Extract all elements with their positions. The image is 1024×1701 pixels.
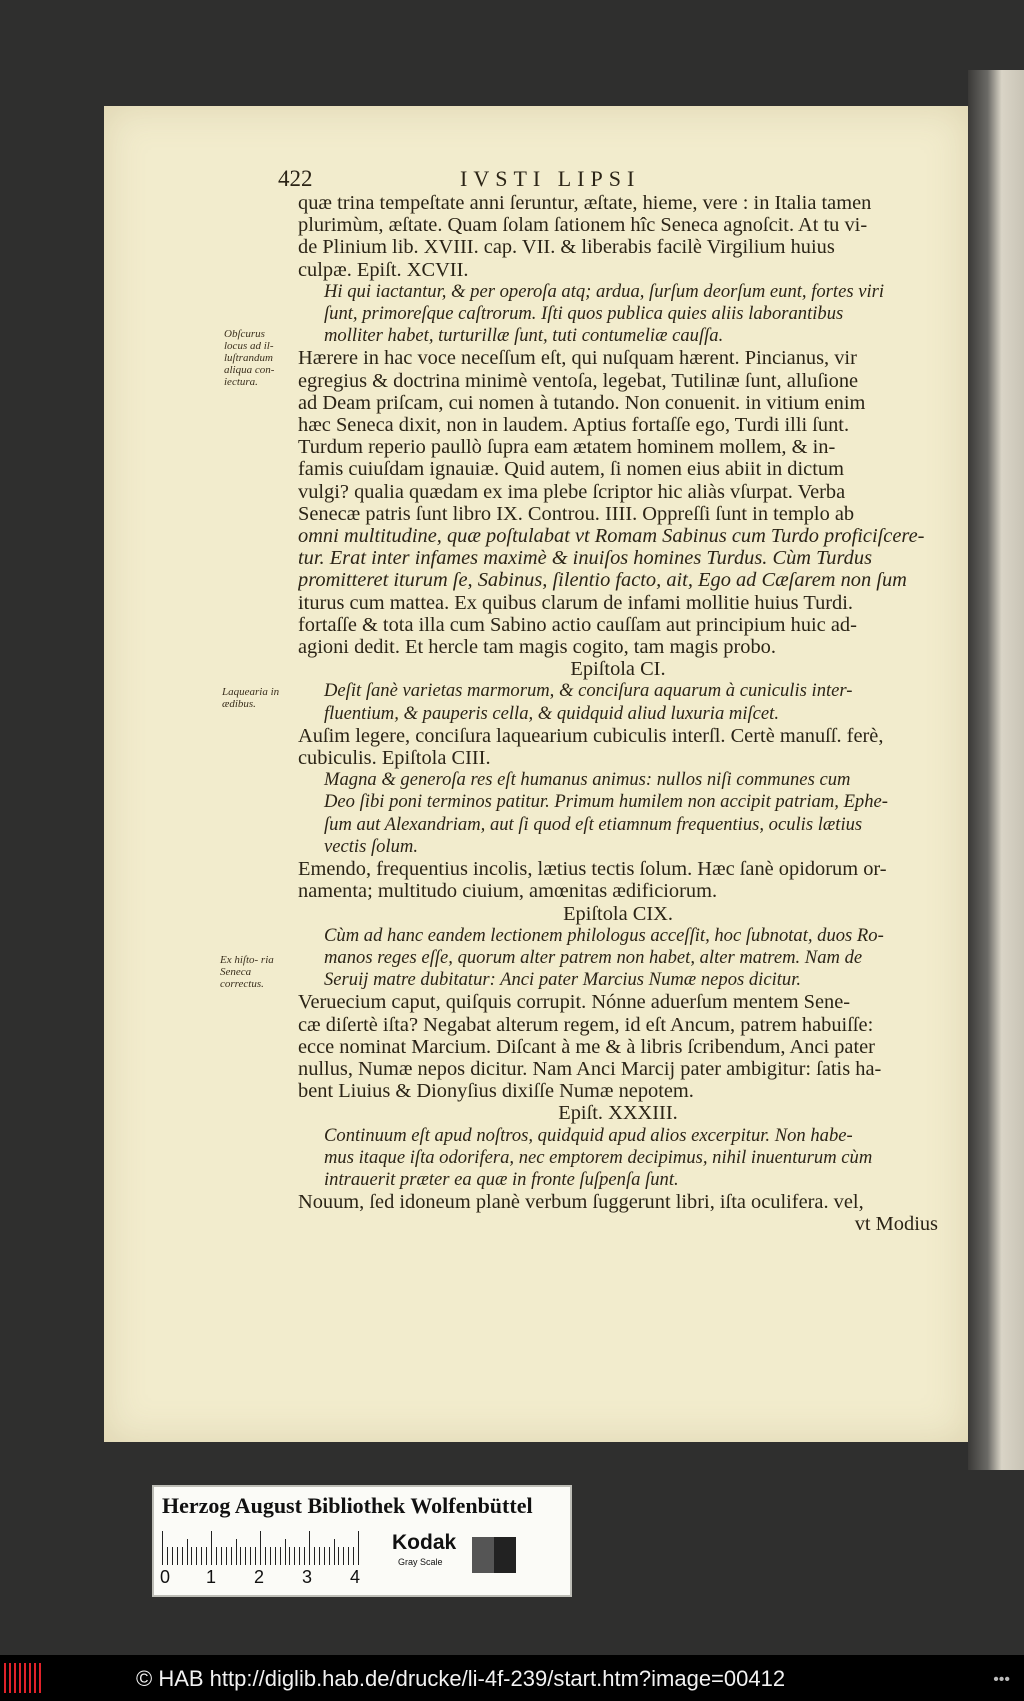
text-line: hæc Seneca dixit, non in laudem. Aptius fortaſſe ego, Turdi illi ſunt. [298, 414, 850, 437]
ruler-tick [211, 1531, 212, 1565]
ruler-tick [275, 1547, 276, 1565]
ruler-tick [182, 1547, 183, 1565]
ruler-tick [353, 1547, 354, 1565]
ruler-tick [348, 1547, 349, 1565]
text-line: Cùm ad hanc eandem lectionem philologus acceſſit, hoc ſubnotat, duos Ro- [324, 924, 884, 946]
text-line: cubiculis. Epiſtola CIII. [298, 747, 491, 770]
text-line: plurimùm, æſtate. Quam ſolam ſationem hîc Seneca agnoſcit. At tu vi- [298, 214, 868, 237]
ruler-tick [250, 1547, 251, 1565]
text-line: omni multitudine, quæ poſtulabat vt Romam Sabinus cum Turdo proficiſcere- [298, 525, 925, 548]
ruler-label: 4 [350, 1567, 361, 1587]
text-line: fluentium, & pauperis cella, & quidquid aliud luxuria miſcet. [324, 702, 779, 724]
text-line: Epiſtola CIX. [563, 902, 673, 925]
ruler-tick [280, 1547, 281, 1565]
text-line: Magna & generoſa res eſt humanus animus: nullos niſi communes cum [324, 769, 851, 791]
text-line: agioni dedit. Et hercle tam magis cogito, tam magis probo. [298, 636, 776, 659]
black-swatch [494, 1537, 516, 1573]
ruler-tick [304, 1547, 305, 1565]
ruler-tick [334, 1539, 335, 1565]
ruler-tick [255, 1547, 256, 1565]
body-text [298, 192, 938, 1236]
footer-url[interactable]: © HAB http://diglib.hab.de/drucke/li-4f-239/start.htm?image=00412 [136, 1666, 786, 1691]
ruler-tick [196, 1547, 197, 1565]
ruler-tick [260, 1531, 261, 1565]
ruler-tick [285, 1539, 286, 1565]
text-line: de Plinium lib. XVIII. cap. VII. & liberabis facilè Virgilium huius [298, 236, 835, 259]
text-line: namenta; multitudo ciuium, amœnitas ædificiorum. [298, 880, 718, 903]
text-line: famis cuiuſdam ignauiæ. Quid autem, ſi nomen eius abiit in dictum [298, 458, 844, 481]
page-number: 422 [278, 166, 313, 191]
hab-logo-icon[interactable] [4, 1663, 44, 1693]
text-line: Emendo, frequentius incolis, lætius tectis ſolum. Hæc ſanè opidorum or- [298, 858, 887, 881]
text-line: Senecæ patris ſunt libro IX. Controu. IIII. Oppreſſi ſunt in templo ab [298, 502, 855, 525]
text-line: vt Modius [854, 1213, 938, 1236]
text-line: Deo ſibi poni terminos patitur. Primum humilem non accipit patriam, Ephe- [324, 791, 888, 813]
ruler-label: 2 [254, 1567, 265, 1587]
ruler-tick [172, 1547, 173, 1565]
ruler-label: 1 [206, 1567, 217, 1587]
text-line: promitteret iturum ſe, Sabinus, ſilentio facto, ait, Ego ad Cæſarem non ſum [298, 569, 907, 592]
text-line: vectis ſolum. [324, 835, 418, 857]
text-line: nullus, Numæ nepos dicitur. Nam Anci Marcij pater ambigitur: ſatis ha- [298, 1057, 882, 1080]
ruler-tick [245, 1547, 246, 1565]
institution-name: Herzog August Bibliothek Wolfenbüttel [162, 1493, 533, 1518]
ruler-tick [221, 1547, 222, 1565]
text-line: Hærere in hac voce neceſſum eſt, qui nuſquam hærent. Pincianus, vir [298, 347, 857, 370]
color-scale-card [152, 1485, 572, 1597]
text-line: Hi qui iactantur, & per operoſa atq; ardua, ſurſum deorſum eunt, fortes viri [324, 280, 885, 302]
ruler-tick [162, 1531, 163, 1565]
ruler-tick [191, 1547, 192, 1565]
ruler-tick [309, 1531, 310, 1565]
ruler [162, 1531, 372, 1565]
text-line: culpæ. Epiſt. XCVII. [298, 258, 469, 281]
ruler-tick [167, 1547, 168, 1565]
text-line: quæ trina tempeſtate anni ſeruntur, æſtate, hieme, vere : in Italia tamen [298, 192, 872, 214]
ruler-tick [265, 1547, 266, 1565]
ruler-tick [358, 1531, 359, 1565]
text-line: Seruij matre dubitatur: Anci pater Marcius Numæ nepos dicitur. [324, 969, 802, 991]
text-line: molliter habet, turturillæ ſunt, tuti contumeliæ cauſſa. [324, 325, 724, 347]
footer-bar [0, 1655, 1024, 1701]
margin-note-3: Ex hiſto- ria Seneca correctus. [220, 954, 274, 990]
ruler-tick [294, 1547, 295, 1565]
running-head: IVSTI LIPSI [460, 166, 641, 191]
ruler-tick [314, 1547, 315, 1565]
text-line: vulgi? qualia quædam ex ima plebe ſcriptor hic aliàs vſurpat. Verba [298, 480, 846, 503]
ruler-tick [177, 1547, 178, 1565]
text-line: manos reges eſſe, quorum alter patrem non habet, alter matrem. Nam de [324, 946, 863, 968]
text-line: iturus cum mattea. Ex quibus clarum de infami mollitie huius Turdi. [298, 591, 854, 614]
page-edge-shadow [968, 70, 1024, 1470]
text-line: ad Deam priſcam, cui nomen à tutando. Non conuenit. in vitium enim [298, 391, 866, 414]
ruler-tick [289, 1547, 290, 1565]
ruler-tick [201, 1547, 202, 1565]
text-line: bent Liuius & Dionyſius dixiſſe Numæ nepotem. [298, 1080, 694, 1103]
ruler-tick [343, 1547, 344, 1565]
ruler-tick [187, 1539, 188, 1565]
text-line: fortaſſe & tota illa cum Sabino actio cauſſam aut principium huic ad- [298, 613, 857, 636]
text-line: ſum aut Alexandriam, aut ſi quod eſt etiamnum frequentius, oculis lætius [324, 813, 863, 835]
ruler-tick [240, 1547, 241, 1565]
text-line: ecce nominat Marcium. Diſcant à me & à libris ſcribendum, Anci pater [298, 1035, 875, 1058]
ruler-label: 3 [302, 1567, 313, 1587]
ruler-tick [338, 1547, 339, 1565]
more-options-icon[interactable]: ••• [993, 1671, 1010, 1688]
ruler-tick [236, 1539, 237, 1565]
text-line: Deſit ſanè varietas marmorum, & conciſura aquarum à cuniculis inter- [324, 680, 853, 702]
margin-note-2: Laquearia in ædibus. [222, 686, 280, 710]
text-line: cæ diſertè iſta? Negabat alterum regem, id eſt Ancum, patrem habuiſſe: [298, 1013, 874, 1036]
ruler-tick [319, 1547, 320, 1565]
text-line: Epiſt. XXXIII. [558, 1102, 678, 1125]
text-line: Veruecium caput, quiſquis corrupit. Nónne aduerſum mentem Sene- [298, 991, 851, 1014]
text-line: egregius & doctrina minimè ventoſa, legebat, Tutilinæ ſunt, alluſione [298, 369, 859, 392]
gray-scale-label: Gray Scale [398, 1557, 443, 1567]
ruler-tick [231, 1547, 232, 1565]
margin-note-1: Obſcurus locus ad il- luſtrandum aliqua con- iectura. [224, 328, 275, 388]
text-line: mus itaque iſta odorifera, nec emptorem decipimus, nihil inuenturum cùm [324, 1146, 873, 1168]
ruler-tick [329, 1547, 330, 1565]
ruler-tick [216, 1547, 217, 1565]
text-line: Auſim legere, conciſura laquearium cubiculis interſl. Certè manuſſ. ferè, [298, 724, 884, 747]
text-line: ſunt, primoreſque caſtrorum. Iſti quos publica quies aliis laborantibus [324, 303, 844, 325]
text-line: tur. Erat inter infames maximè & inuiſos homines Turdus. Cùm Turdus [298, 547, 873, 570]
book-page [104, 106, 968, 1442]
ruler-tick [270, 1547, 271, 1565]
text-line: Turdum reperio paullò ſupra eam ætatem hominem mollem, & in- [298, 436, 836, 459]
text-line: Epiſtola CI. [570, 658, 666, 681]
ruler-tick [324, 1547, 325, 1565]
gray-swatch [472, 1537, 494, 1573]
ruler-tick [206, 1547, 207, 1565]
ruler-label: 0 [160, 1567, 171, 1587]
kodak-logo: Kodak [392, 1531, 457, 1554]
text-line: intrauerit præter ea quæ in fronte ſuſpenſa ſunt. [324, 1168, 679, 1190]
text-line: Continuum eſt apud noſtros, quidquid apud alios excerpitur. Non habe- [324, 1124, 853, 1146]
text-line: Nouum, ſed idoneum planè verbum ſuggerunt libri, iſta oculifera. vel, [298, 1191, 864, 1214]
ruler-tick [226, 1547, 227, 1565]
ruler-tick [299, 1547, 300, 1565]
